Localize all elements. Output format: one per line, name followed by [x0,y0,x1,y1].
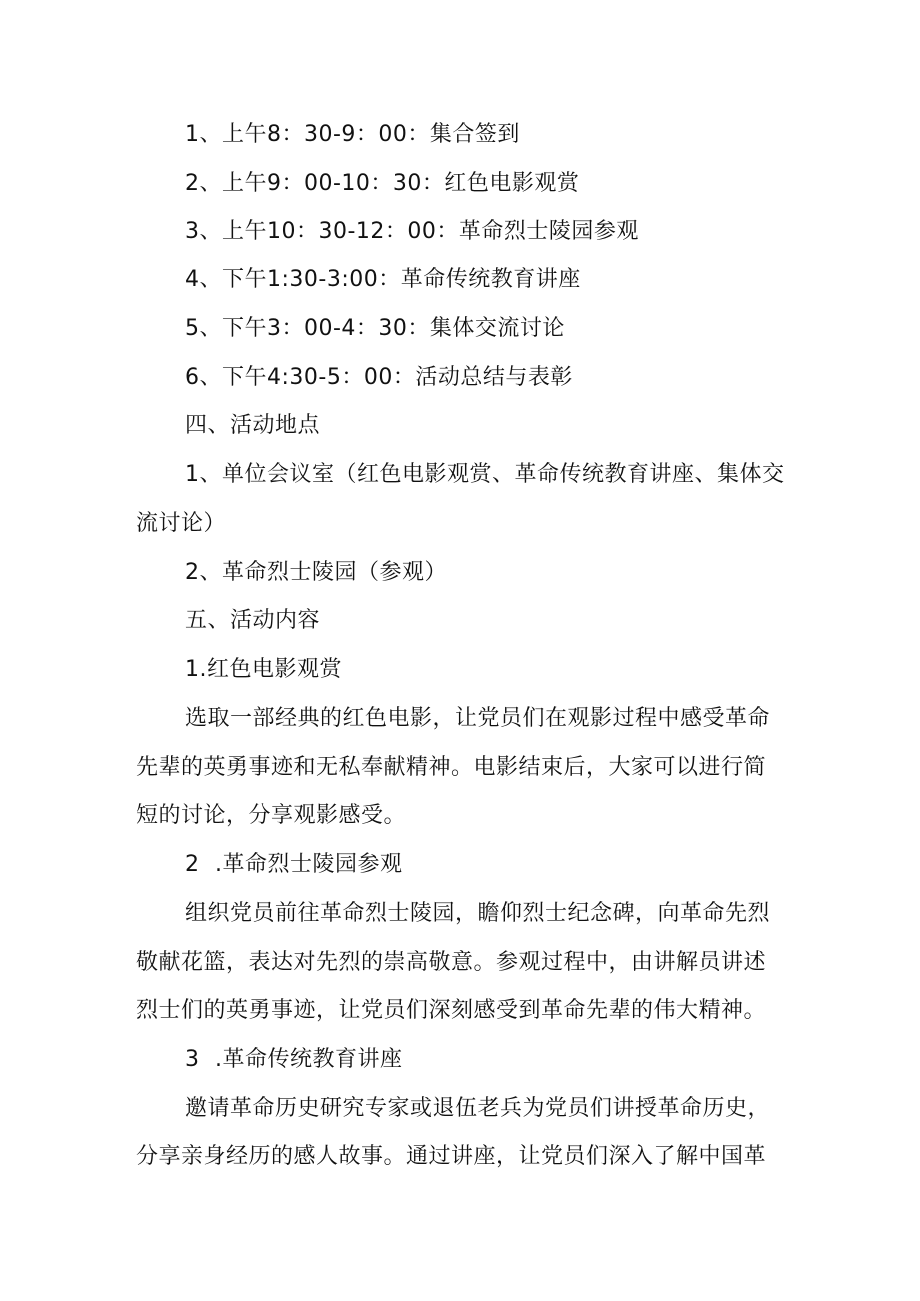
paragraph-red-film-line-1: 选取一部经典的红色电影，让党员们在观影过程中感受革命 [185,706,771,731]
schedule-item-1: 1、上午8：30-9：00：集合签到 [185,122,520,147]
paragraph-red-film-line-3: 短的讨论，分享观影感受。 [136,803,407,828]
paragraph-lecture-line-1: 邀请革命历史研究专家或退伍老兵为党员们讲授革命历史， [185,1096,771,1121]
schedule-item-4: 4、下午1:30-3:00：革命传统教育讲座 [185,267,581,292]
location-item-1-continued: 流讨论） [136,511,227,536]
subheading-red-film: 1.红色电影观赏 [185,657,342,682]
schedule-item-2: 2、上午9：00-10：30：红色电影观赏 [185,171,580,196]
subheading-cemetery-visit: 2 .革命烈士陵园参观 [185,852,403,877]
location-item-2: 2、革命烈士陵园（参观） [185,560,447,585]
paragraph-cemetery-line-3: 烈士们的英勇事迹，让党员们深刻感受到革命先辈的伟大精神。 [136,998,767,1023]
section-heading-content: 五、活动内容 [185,608,321,633]
schedule-item-6: 6、下午4:30-5：00：活动总结与表彰 [185,365,573,390]
paragraph-lecture-line-2: 分享亲身经历的感人故事。通过讲座，让党员们深入了解中国革 [136,1144,767,1169]
paragraph-cemetery-line-2: 敬献花篮，表达对先烈的崇高敬意。参观过程中，由讲解员讲述 [136,950,767,975]
location-item-1: 1、单位会议室（红色电影观赏、革命传统教育讲座、集体交 [185,462,785,487]
subheading-lecture: 3 .革命传统教育讲座 [185,1047,403,1072]
section-heading-location: 四、活动地点 [185,413,321,438]
paragraph-red-film-line-2: 先辈的英勇事迹和无私奉献精神。电影结束后，大家可以进行简 [136,755,767,780]
schedule-item-5: 5、下午3：00-4：30：集体交流讨论 [185,316,565,341]
schedule-item-3: 3、上午10：30-12：00：革命烈士陵园参观 [185,219,639,244]
paragraph-cemetery-line-1: 组织党员前往革命烈士陵园，瞻仰烈士纪念碑，向革命先烈 [185,901,771,926]
